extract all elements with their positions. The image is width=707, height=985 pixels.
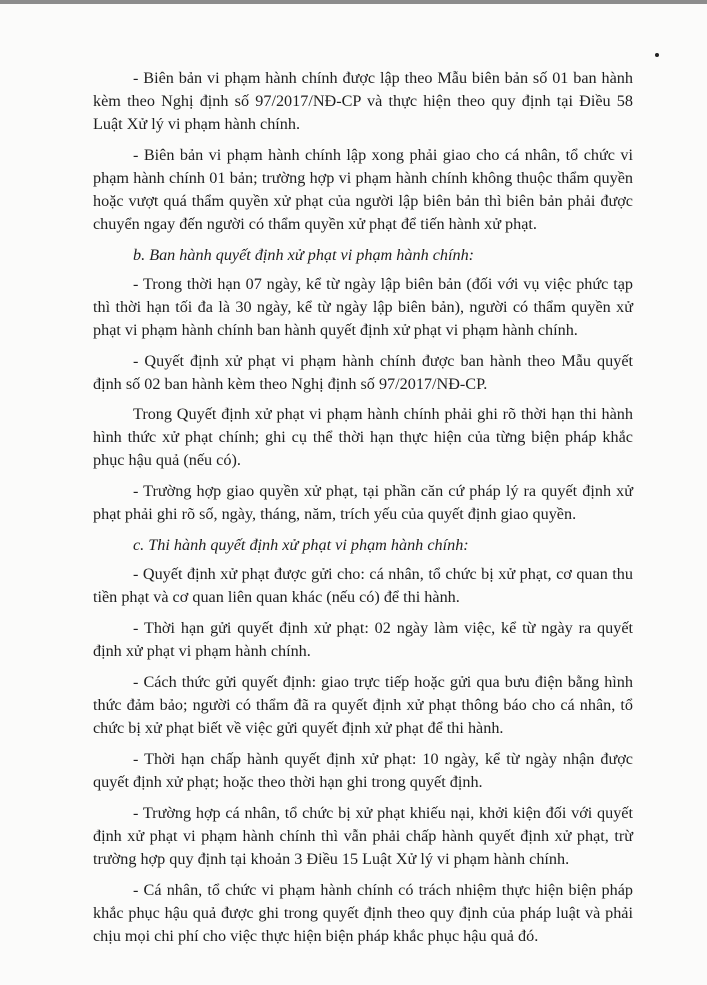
- paragraph-khac-phuc-hau-qua: - Cá nhân, tổ chức vi phạm hành chính có trách nhiệm thực hiện biện pháp khắc phục hậu quả được ghi trong quyết định theo quy định của pháp luật và phải chịu mọi chi phí cho việc thực hiện biện pháp khắc phục hậu quả đó.: [93, 881, 633, 945]
- paragraph-ghi-ro-thoi-han: Trong Quyết định xử phạt vi phạm hành chính phải ghi rõ thời hạn thi hành hình thức xử phạt chính; ghi cụ thể thời hạn thực hiện của từng biện pháp khắc phục hậu quả (nếu có).: [93, 405, 633, 469]
- paragraph-thoi-han-gui: - Thời hạn gửi quyết định xử phạt: 02 ngày làm việc, kể từ ngày ra quyết định xử phạt vi phạm hành chính.: [93, 619, 633, 660]
- section-heading-c: c. Thi hành quyết định xử phạt vi phạm hành chính:: [133, 536, 469, 554]
- paragraph-khieu-nai: - Trường hợp cá nhân, tổ chức bị xử phạt khiếu nại, khởi kiện đối với quyết định xử phạt vi phạm hành chính thì vẫn phải chấp hành quyết định xử phạt, trừ trường hợp quy định tại khoản 3 Điều 15 Luật Xử lý vi phạm hành chính.: [93, 804, 633, 868]
- paragraph-mau-quyet-dinh: - Quyết định xử phạt vi phạm hành chính được ban hành theo Mẫu quyết định số 02 ban hành kèm theo Nghị định số 97/2017/NĐ-CP.: [93, 352, 633, 393]
- paragraph-thoi-han-chap-hanh: - Thời hạn chấp hành quyết định xử phạt: 10 ngày, kể từ ngày nhận được quyết định xử phạt; hoặc theo thời hạn ghi trong quyết định.: [93, 750, 633, 791]
- paragraph-gui-cho: - Quyết định xử phạt được gửi cho: cá nhân, tổ chức bị xử phạt, cơ quan thu tiền phạt và cơ quan liên quan khác (nếu có) để thi hành.: [93, 565, 633, 606]
- top-edge-shadow: [0, 0, 707, 4]
- paragraph-giao-bien-ban: - Biên bản vi phạm hành chính lập xong phải giao cho cá nhân, tổ chức vi phạm hành chính 01 bản; trường hợp vi phạm hành chính không thuộc thẩm quyền hoặc vượt quá thẩm quyền xử phạt của người lập biên bản thì biên bản phải được chuyển ngay đến người có thẩm quyền xử phạt để tiến hành xử phạt.: [93, 146, 633, 233]
- paragraph-bien-ban-mau: - Biên bản vi phạm hành chính được lập theo Mẫu biên bản số 01 ban hành kèm theo Nghị định số 97/2017/NĐ-CP và thực hiện theo quy định tại Điều 58 Luật Xử lý vi phạm hành chính.: [93, 69, 633, 133]
- paragraph-giao-quyen: - Trường hợp giao quyền xử phạt, tại phần căn cứ pháp lý ra quyết định xử phạt phải ghi rõ số, ngày, tháng, năm, trích yếu của quyết định giao quyền.: [93, 482, 633, 523]
- document-body: [93, 67, 633, 956]
- ink-dot: [655, 53, 659, 57]
- section-heading-b: b. Ban hành quyết định xử phạt vi phạm hành chính:: [133, 246, 475, 264]
- paragraph-cach-thuc-gui: - Cách thức gửi quyết định: giao trực tiếp hoặc gửi qua bưu điện bằng hình thức đảm bảo; người có thẩm đã ra quyết định xử phạt thông báo cho cá nhân, tổ chức bị xử phạt biết về việc gửi quyết định xử phạt để thi hành.: [93, 673, 633, 737]
- paragraph-thoi-han-07-ngay: - Trong thời hạn 07 ngày, kể từ ngày lập biên bản (đối với vụ việc phức tạp thì thời hạn tối đa là 30 ngày, kể từ ngày lập biên bản), người có thẩm quyền xử phạt vi phạm hành chính ban hành quyết định xử phạt vi phạm hành chính.: [93, 275, 633, 339]
